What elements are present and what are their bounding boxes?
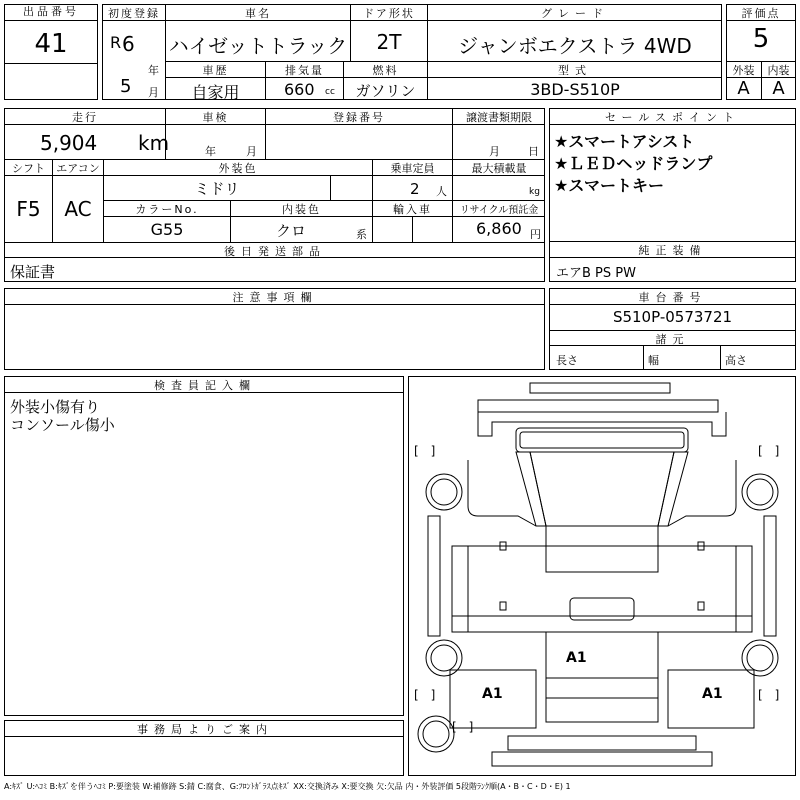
doors-label: ドア形状 xyxy=(363,7,415,20)
exterior-color-label: 外装色 xyxy=(218,162,258,175)
history-label: 車歴 xyxy=(202,64,229,77)
model-label: 型式 xyxy=(558,64,592,77)
model-value: 3BD-S510P xyxy=(530,80,620,99)
displacement-unit: cc xyxy=(325,87,335,97)
recycle-label: リサイクル預託金 xyxy=(459,205,539,216)
damage-mark: A1 xyxy=(566,650,587,666)
interior-color-value: クロ xyxy=(275,222,306,240)
mileage-unit: km xyxy=(138,131,170,155)
grade-value: ジャンボエクストラ 4WD xyxy=(458,34,692,58)
sales-point-item: ★ＬＥＤヘッドランプ xyxy=(554,154,713,173)
aircon-label: エアコン xyxy=(56,162,100,175)
bracket-marker: [ ] xyxy=(758,688,780,702)
car-name-label: 車名 xyxy=(245,7,271,20)
bracket-marker: [ ] xyxy=(452,720,474,734)
inspection-year-unit: 年 xyxy=(205,145,216,158)
sales-point-item: ★スマートアシスト xyxy=(554,132,695,151)
fuel-label: 燃料 xyxy=(372,64,399,77)
inspector-line: 外装小傷有り xyxy=(10,398,101,416)
first-reg-year: 6 xyxy=(122,32,135,56)
history-value: 自家用 xyxy=(191,83,240,102)
recycle-value: 6,860 xyxy=(476,219,522,238)
chassis-value: S510P-0573721 xyxy=(612,308,733,326)
specs-label: 諸元 xyxy=(655,333,690,346)
car-name-value: ハイゼットトラック xyxy=(168,34,348,58)
score-label: 評価点 xyxy=(741,7,781,20)
shift-label: シフト xyxy=(12,162,45,175)
lot-value: 41 xyxy=(34,29,68,59)
shift-value: F5 xyxy=(16,197,41,221)
interior-color-unit: 系 xyxy=(356,228,367,241)
specs-height-label: 高さ xyxy=(725,354,747,367)
specs-length-label: 長さ xyxy=(556,354,578,367)
max-load-unit: kg xyxy=(529,187,540,197)
notes-label: 注意事項欄 xyxy=(232,291,318,304)
damage-mark: A1 xyxy=(702,686,723,702)
bracket-marker: [ ] xyxy=(414,444,436,458)
transfer-month-unit: 月 xyxy=(489,145,500,158)
bracket-marker: [ ] xyxy=(758,444,780,458)
bracket-marker: [ ] xyxy=(414,688,436,702)
reg-no-label: 登録番号 xyxy=(333,111,385,124)
lot-label: 出品番号 xyxy=(5,5,97,21)
first-reg-year-unit: 年 xyxy=(148,64,159,77)
transfer-label: 譲渡書類期限 xyxy=(466,111,532,124)
import-label: 輸入車 xyxy=(393,203,432,216)
legend-text: A:ｷｽﾞ U:ﾍｺﾐ B:ｷｽﾞを伴うﾍｺﾐ P:要塗装 W:補修跡 S:錆 C:腐食、G:ﾌﾛﾝﾄｶﾞﾗｽ点ｷｽﾞ XX:交換済み X:要交換 欠:欠品 内・外装評価 5段階ﾗﾝｸ順(A・B・C・D・E) 1 xyxy=(4,782,571,791)
color-no-value: G55 xyxy=(150,220,184,239)
damage-mark: A1 xyxy=(482,686,503,702)
first-reg-era: R xyxy=(110,33,122,52)
interior-color-label: 内装色 xyxy=(282,203,321,216)
score-value: 5 xyxy=(752,24,770,54)
genuine-value: エアB PS PW xyxy=(556,266,636,281)
displacement-label: 排気量 xyxy=(285,64,324,77)
inspection-month-unit: 月 xyxy=(246,145,257,158)
inspector-line: コンソール傷小 xyxy=(10,416,115,434)
inspection-label: 車検 xyxy=(202,111,229,124)
max-load-label: 最大積載量 xyxy=(471,162,527,175)
capacity-label: 乗車定員 xyxy=(390,162,435,175)
sales-point-item: ★スマートキー xyxy=(554,176,665,195)
later-parts-value: 保証書 xyxy=(10,263,56,281)
fuel-value: ガソリン xyxy=(355,82,416,100)
ext-score-label: 外装 xyxy=(732,64,755,77)
chassis-label: 車台番号 xyxy=(638,291,707,304)
grade-label: グレード xyxy=(541,7,609,20)
vehicle-diagram xyxy=(408,376,796,776)
aircon-value: AC xyxy=(64,197,92,221)
first-reg-label: 初度登録 xyxy=(108,7,160,20)
int-score-label: 内装 xyxy=(767,64,790,77)
inspector-label: 検査員記入欄 xyxy=(154,379,256,392)
first-reg-month: 5 xyxy=(120,76,132,97)
exterior-color-value: ミドリ xyxy=(194,180,240,198)
first-reg-month-unit: 月 xyxy=(148,86,159,99)
transfer-day-unit: 日 xyxy=(528,145,539,158)
recycle-unit: 円 xyxy=(530,228,541,241)
mileage-value: 5,904 xyxy=(40,131,98,155)
color-no-label: カラーNo. xyxy=(135,203,199,216)
ext-score-value: A xyxy=(737,78,750,99)
capacity-value: 2 xyxy=(410,180,420,198)
sales-points-label: セールスポイント xyxy=(604,111,740,124)
lot-box xyxy=(4,4,98,100)
capacity-unit: 人 xyxy=(436,185,447,198)
doors-value: 2T xyxy=(376,30,402,54)
office-label: 事務局よりご案内 xyxy=(137,723,273,736)
int-score-value: A xyxy=(772,78,785,99)
genuine-label: 純正装備 xyxy=(638,244,707,257)
specs-width-label: 幅 xyxy=(648,354,659,367)
mileage-label: 走行 xyxy=(72,111,98,124)
displacement-value: 660 xyxy=(284,80,315,99)
later-parts-label: 後日発送部品 xyxy=(224,245,326,258)
